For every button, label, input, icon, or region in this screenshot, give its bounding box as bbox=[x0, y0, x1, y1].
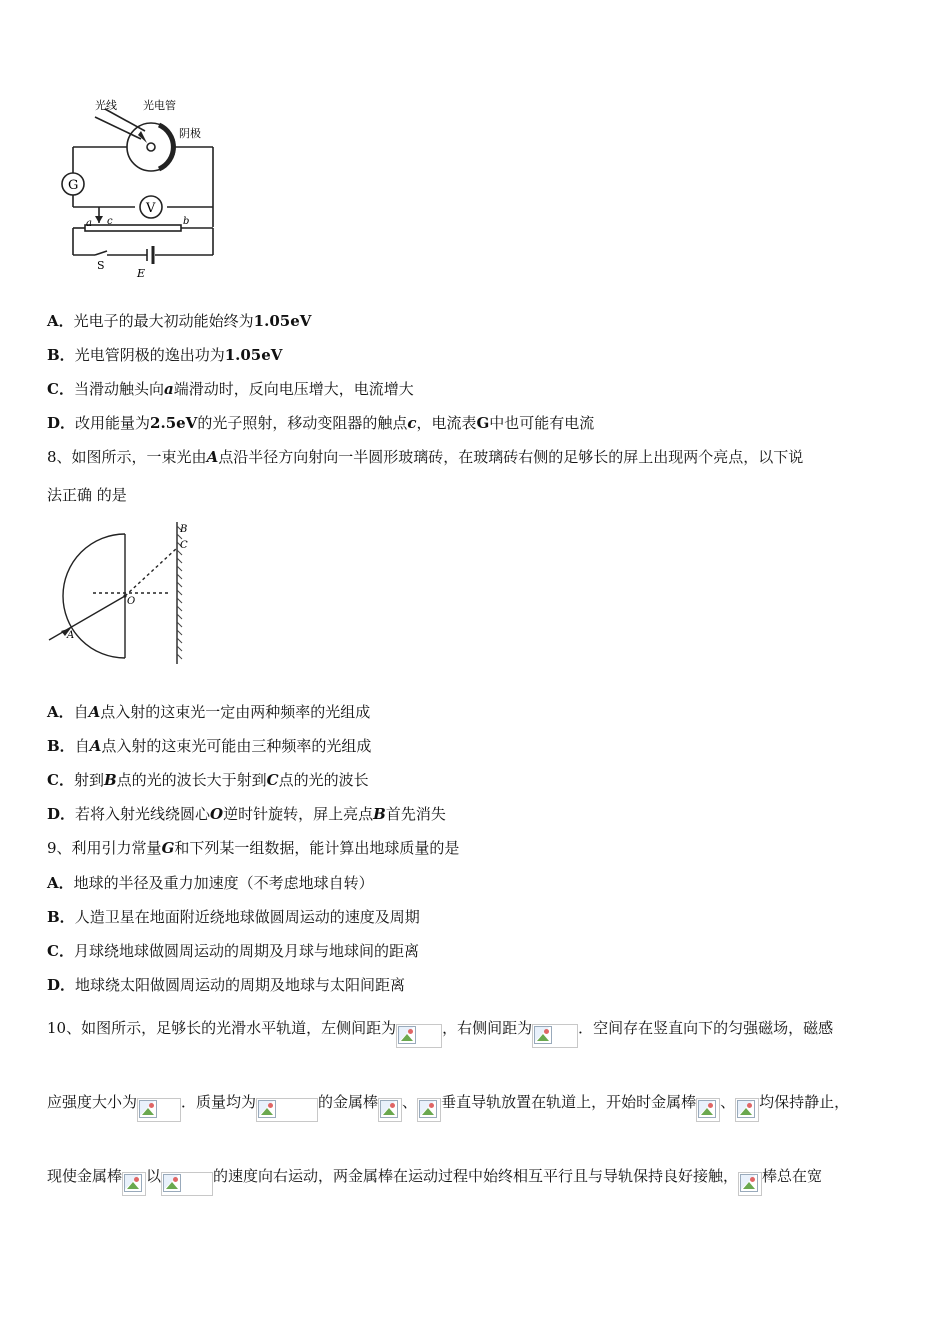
q8-stem-line2: 法正确 的是 bbox=[47, 486, 127, 504]
formula-image-placeholder bbox=[161, 1172, 213, 1196]
q10-line2: 应强度大小为 ．质量均为 的金属棒 、 垂直导轨放置在轨道上，开始时金属棒 、 均保持静止， bbox=[47, 1082, 849, 1122]
q8-stem-line1: 8、如图所示，一束光由A点沿半径方向射向一半圆形玻璃砖，在玻璃砖右侧的足够长的屏上出现两个亮点，以下说 bbox=[47, 448, 804, 466]
q9-option-a[interactable]: A．地球的半径及重力加速度（不考虑地球自转） bbox=[47, 874, 374, 892]
label-c-point: C bbox=[180, 540, 188, 551]
q10-line3: 现使金属棒 以 的速度向右运动，两金属棒在运动过程中始终相互平行且与导轨保持良好接触， 棒总在宽 bbox=[47, 1156, 822, 1196]
q7-option-a[interactable]: A．光电子的最大初动能始终为1.05eV bbox=[47, 312, 312, 330]
q10-line1: 10、如图所示，足够长的光滑水平轨道，左侧间距为 ，右侧间距为 ．空间存在竖直向下的匀强磁场，磁感 bbox=[47, 1008, 833, 1048]
label-galvanometer: G bbox=[68, 178, 79, 193]
q7-option-c[interactable]: C．当滑动触头向a端滑动时，反向电压增大，电流增大 bbox=[47, 380, 414, 398]
label-a-point: A bbox=[67, 630, 75, 641]
photoelectric-circuit-figure bbox=[55, 95, 230, 285]
label-c: c bbox=[107, 216, 113, 227]
label-b: b bbox=[183, 216, 190, 227]
label-phototube: 光电管 bbox=[143, 99, 176, 112]
q8-option-c[interactable]: C．射到B点的光的波长大于射到C点的光的波长 bbox=[47, 771, 369, 789]
formula-image-placeholder bbox=[532, 1024, 578, 1048]
formula-image-placeholder bbox=[738, 1172, 762, 1196]
q7-option-d[interactable]: D．改用能量为2.5eV的光子照射，移动变阻器的触点c，电流表G中也可能有电流 bbox=[47, 414, 595, 432]
semicircle-glass-figure bbox=[45, 518, 205, 668]
q9-stem: 9、利用引力常量G和下列某一组数据，能计算出地球质量的是 bbox=[47, 839, 460, 857]
q9-option-d[interactable]: D．地球绕太阳做圆周运动的周期及地球与太阳间距离 bbox=[47, 976, 406, 994]
q9-option-c[interactable]: C．月球绕地球做圆周运动的周期及月球与地球间的距离 bbox=[47, 942, 419, 960]
formula-image-placeholder bbox=[256, 1098, 318, 1122]
q8-option-b[interactable]: B．自A点入射的这束光可能由三种频率的光组成 bbox=[47, 737, 372, 755]
formula-image-placeholder bbox=[122, 1172, 146, 1196]
label-b-point: B bbox=[180, 524, 188, 535]
label-cathode: 阴极 bbox=[179, 127, 201, 140]
q8-option-d[interactable]: D．若将入射光线绕圆心O逆时针旋转，屏上亮点B首先消失 bbox=[47, 805, 446, 823]
label-a: a bbox=[86, 218, 92, 229]
label-emf: E bbox=[137, 267, 146, 280]
formula-image-placeholder bbox=[417, 1098, 441, 1122]
label-o-center: O bbox=[127, 596, 136, 607]
formula-image-placeholder bbox=[137, 1098, 181, 1122]
formula-image-placeholder bbox=[378, 1098, 402, 1122]
formula-image-placeholder bbox=[396, 1024, 442, 1048]
q7-option-b[interactable]: B．光电管阴极的逸出功为1.05eV bbox=[47, 346, 283, 364]
label-light: 光线 bbox=[95, 99, 117, 112]
label-switch: S bbox=[97, 259, 105, 272]
label-voltmeter: V bbox=[146, 201, 156, 216]
q8-option-a[interactable]: A．自A点入射的这束光一定由两种频率的光组成 bbox=[47, 703, 371, 721]
formula-image-placeholder bbox=[735, 1098, 759, 1122]
q9-option-b[interactable]: B．人造卫星在地面附近绕地球做圆周运动的速度及周期 bbox=[47, 908, 420, 926]
formula-image-placeholder bbox=[696, 1098, 720, 1122]
